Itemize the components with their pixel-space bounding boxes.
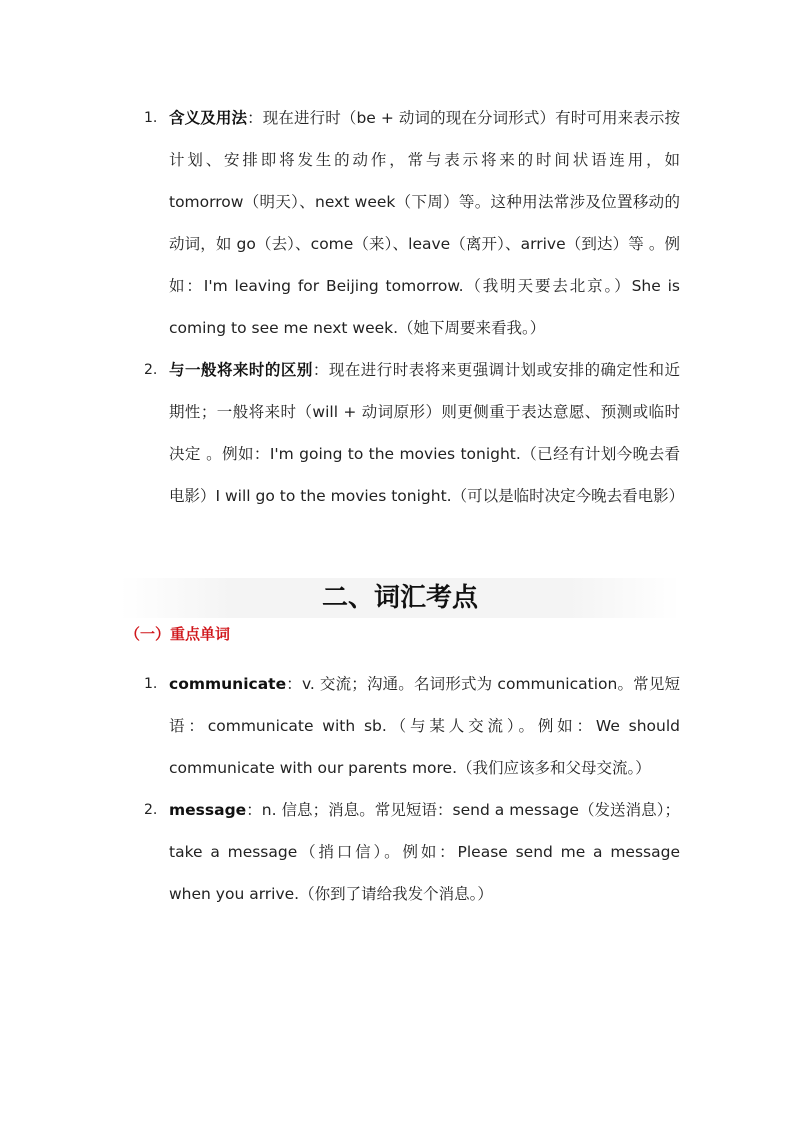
sub-heading: （一）重点单词 — [125, 625, 231, 643]
list-item — [120, 97, 680, 349]
item-number: 2. — [144, 362, 158, 378]
item-term: communicate — [169, 675, 287, 693]
item-term: 含义及用法 — [169, 109, 248, 127]
item-text: ：n. 信息；消息。常见短语：send a message（发送消息）；take a message（捎口信）。例如：Please send me a message when you arrive.（你到了请给我发个消息。） — [169, 801, 680, 903]
item-number: 2. — [144, 802, 158, 818]
item-text: ：现在进行时表将来更强调计划或安排的确定性和近期性；一般将来时（will + 动词原形）则更侧重于表达意愿、预测或临时决定 。例如：I'm going to the movies tonight.（已经有计划今晚去看电影）I will go to the movies tonight.（可以是临时决定今晚去看电影） — [169, 361, 685, 505]
list-item — [120, 663, 680, 789]
item-term: message — [169, 801, 247, 819]
item-text: ：现在进行时（be + 动词的现在分词形式）有时可用来表示按计划、安排即将发生的动作，常与表示将来的时间状语连用，如 tomorrow（明天）、next week（下周）等。这种用法常涉及位置移动的动词，如 go（去）、come（来）、leave（离开）、arrive（到达）等 。例如：I'm leaving for Beijing tomorrow.（我明天要去北京。）She is coming to see me next week.（她下周要来看我。） — [169, 109, 680, 337]
item-number: 1. — [144, 110, 158, 126]
item-text: ：v. 交流；沟通。名词形式为 communication。常见短语：communicate with sb.（与某人交流）。例如：We should communicate with our parents more.（我们应该多和父母交流。） — [169, 675, 680, 777]
item-number: 1. — [144, 676, 158, 692]
vocabulary-list — [120, 663, 680, 915]
list-item — [120, 349, 685, 517]
item-term: 与一般将来时的区别 — [169, 361, 313, 379]
list-item — [120, 789, 680, 915]
tense-usage-list — [120, 97, 685, 517]
section-heading: 二、词汇考点 — [120, 578, 680, 618]
